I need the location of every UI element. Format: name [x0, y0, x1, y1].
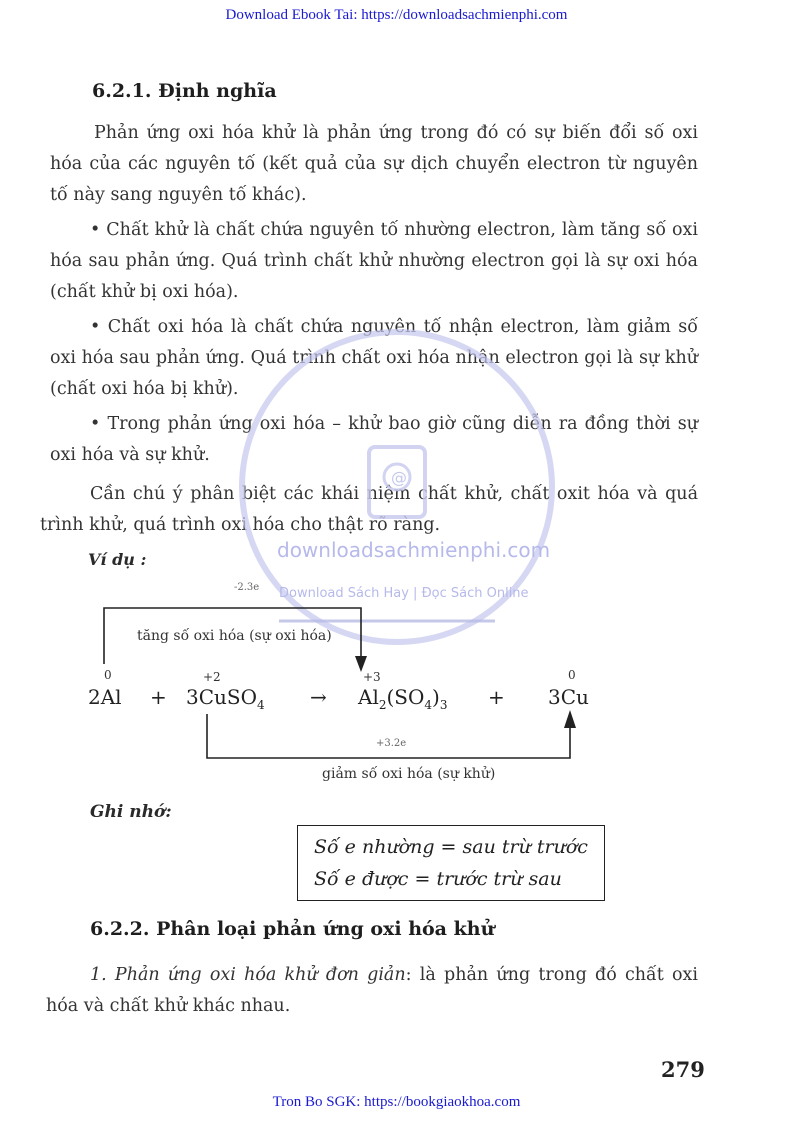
- header-download-link[interactable]: Download Ebook Tai: https://downloadsachmienphi.com: [225, 7, 568, 23]
- note-label: Ghi nhớ:: [90, 802, 172, 822]
- paragraph-distinguish: Cần chú ý phân biệt các khái niệm chất khử, chất oxit hóa và quá trình khử, quá trình oxi hóa cho thật rõ ràng.: [40, 484, 698, 535]
- plus-sign-2: +: [488, 685, 505, 709]
- example-label: Ví dụ :: [88, 550, 147, 569]
- paragraph-simultaneous: • Trong phản ứng oxi hóa – khử bao giờ cũng diễn ra đồng thời sự oxi hóa và sự khử.: [50, 414, 698, 465]
- svg-text:@: @: [391, 468, 407, 487]
- ox-state-cu2: +2: [203, 670, 221, 684]
- page-number: 279: [661, 1057, 705, 1082]
- oxidation-caption: tăng số oxi hóa (sự oxi hóa): [137, 628, 332, 644]
- watermark-site: downloadsachmienphi.com: [277, 538, 551, 562]
- footer-sgk-link[interactable]: Tron Bo SGK: https://bookgiaokhoa.com: [272, 1094, 521, 1110]
- reduction-arrowhead: [564, 710, 576, 728]
- reaction-arrow: →: [310, 685, 327, 709]
- electron-loss-label: -2.3e: [234, 582, 260, 593]
- note-box: [297, 825, 605, 901]
- electron-gain-label: +3.2e: [376, 738, 407, 749]
- section-heading-classification: 6.2.2. Phân loại phản ứng oxi hóa khử: [90, 918, 495, 940]
- reactant-cuso4: 3CuSO$_4$: [186, 685, 265, 712]
- product-cu: 3Cu: [548, 685, 589, 709]
- note-line-give: Số e nhường = sau trừ trước: [314, 836, 588, 858]
- watermark-tagline: Download Sách Hay | Đọc Sách Online: [279, 586, 529, 601]
- reduction-bracket: [207, 714, 570, 758]
- section-heading-definition: 6.2.1. Định nghĩa: [92, 80, 277, 102]
- product-al2so43: $Al_2(SO_4)_3$: [358, 685, 448, 712]
- reactant-al: 2Al: [88, 685, 122, 709]
- plus-sign-1: +: [150, 685, 167, 709]
- paragraph-oxidizing-agent: • Chất oxi hóa là chất chứa nguyên tố nhận electron, làm giảm số oxi hóa sau phản ứng. Quá trình chất oxi hóa nhận electron gọi là sự khử (chất oxi hóa bị khử).: [50, 317, 698, 399]
- reduction-caption: giảm số oxi hóa (sự khử): [322, 766, 496, 782]
- ox-state-cu0: 0: [568, 668, 576, 682]
- ox-state-al3: +3: [363, 670, 381, 684]
- paragraph-simple-redox: 1. Phản ứng oxi hóa khử đơn giản: là phản ứng trong đó chất oxi hóa và chất khử khác nhau.: [46, 965, 699, 1016]
- ox-state-al: 0: [104, 668, 112, 682]
- paragraph-reducing-agent: • Chất khử là chất chứa nguyên tố nhường electron, làm tăng số oxi hóa sau phản ứng. Quá trình chất khử nhường electron gọi là sự oxi hóa (chất khử bị oxi hóa).: [50, 220, 698, 302]
- paragraph-definition: Phản ứng oxi hóa khử là phản ứng trong đó có sự biến đổi số oxi hóa của các nguyên tố (kết quả của sự dịch chuyển electron từ nguyên tố này sang nguyên tố khác).: [50, 123, 698, 205]
- note-line-receive: Số e được = trước trừ sau: [314, 868, 562, 890]
